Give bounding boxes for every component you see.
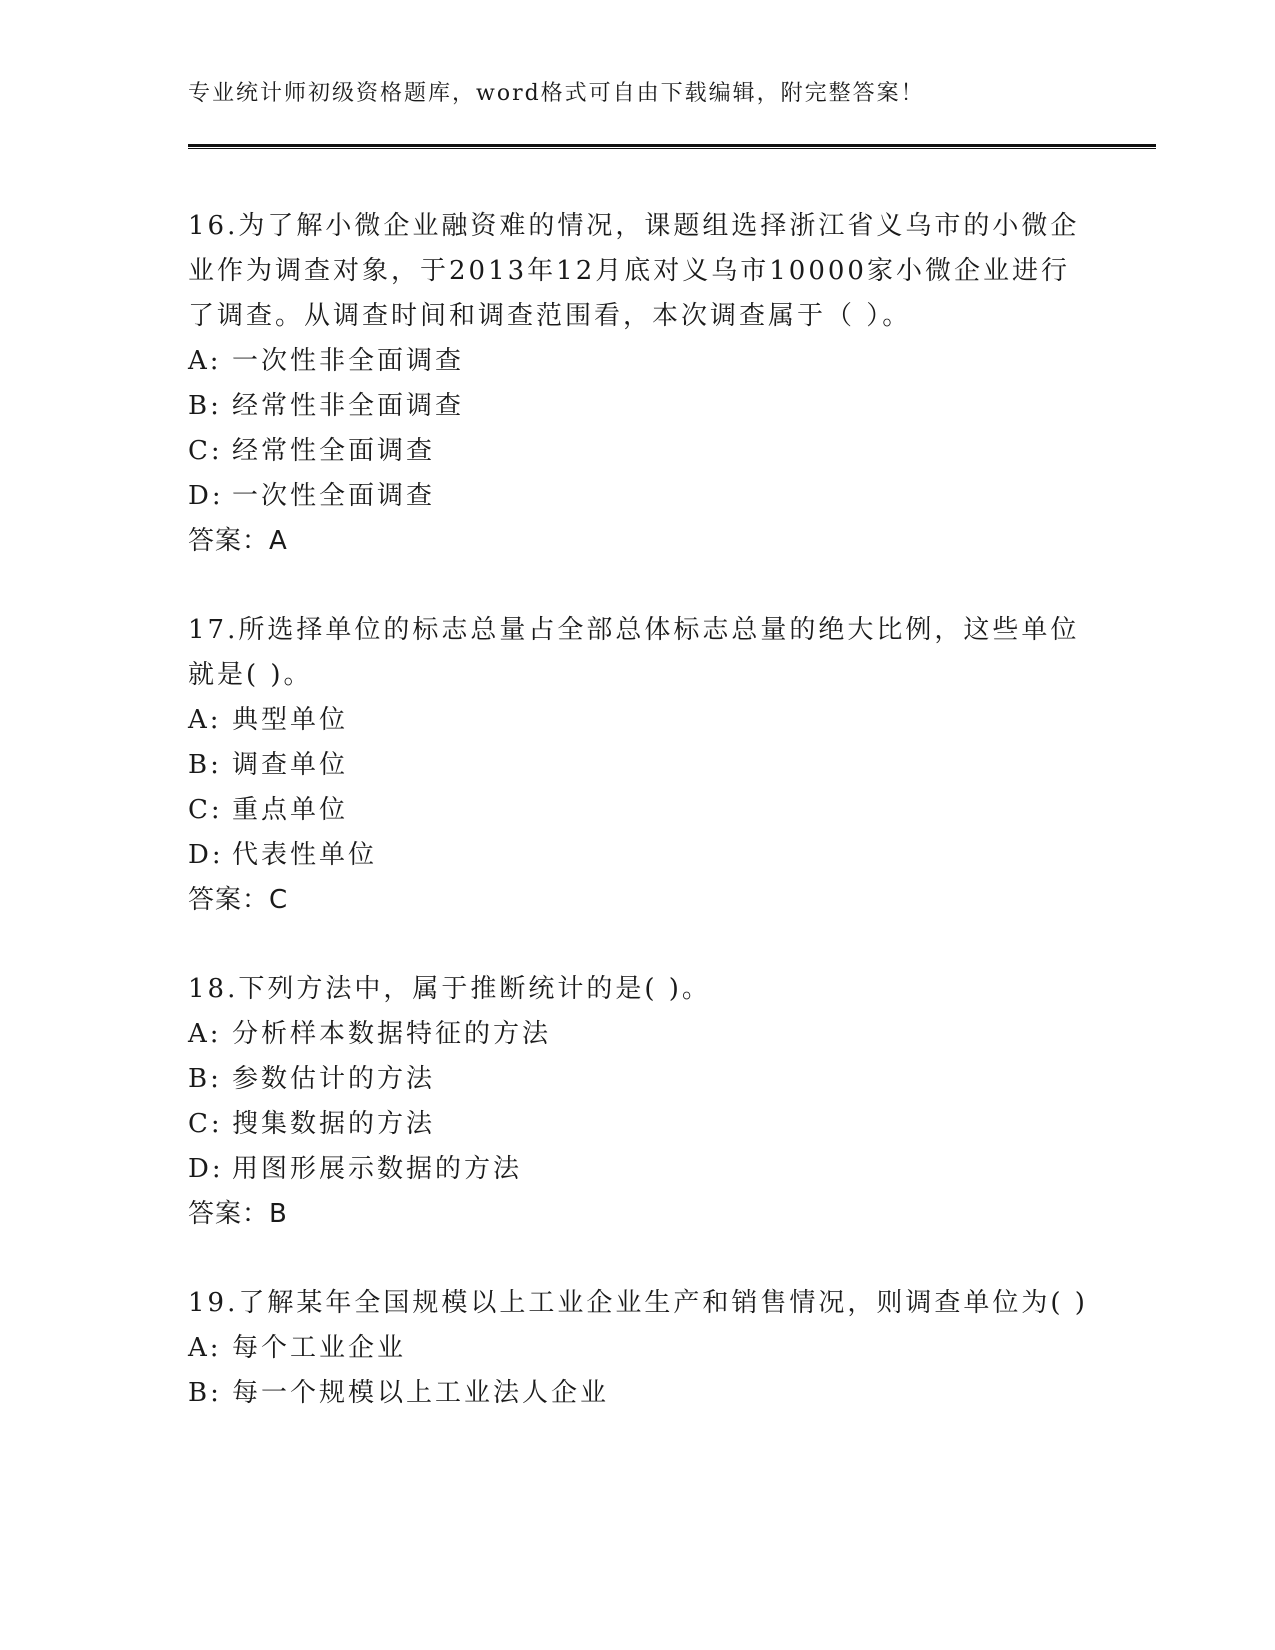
option-b: [188, 743, 1088, 788]
option-letter: B:: [188, 391, 222, 421]
option-letter: D:: [188, 481, 224, 511]
option-text: 一次性全面调查: [232, 481, 436, 511]
option-letter: B:: [188, 1378, 222, 1408]
page-header: 专业统计师初级资格题库，word格式可自由下载编辑，附完整答案！: [188, 81, 925, 106]
answer-line: 答案：C: [188, 885, 289, 915]
option-letter: A:: [188, 705, 222, 735]
option-text: 代表性单位: [232, 840, 378, 870]
question-list: [188, 204, 1088, 1460]
question-18: [188, 967, 1088, 1237]
option-text: 一次性非全面调查: [232, 346, 465, 376]
option-text: 每一个规模以上工业法人企业: [232, 1378, 610, 1408]
option-letter: C:: [188, 436, 223, 466]
question-19: [188, 1281, 1088, 1416]
option-c: [188, 1102, 1088, 1147]
answer-line: 答案：B: [188, 1199, 288, 1229]
option-text: 搜集数据的方法: [232, 1109, 436, 1139]
option-letter: A:: [188, 346, 222, 376]
option-text: 经常性全面调查: [232, 436, 436, 466]
question-stem: 17.所选择单位的标志总量占全部总体标志总量的绝大比例，这些单位就是( )。: [188, 615, 1080, 690]
answer-line: 答案：A: [188, 526, 288, 556]
question-stem: 18.下列方法中，属于推断统计的是( )。: [188, 974, 711, 1004]
option-letter: C:: [188, 795, 223, 825]
question-16: [188, 204, 1088, 564]
option-text: 重点单位: [232, 795, 349, 825]
option-b: [188, 1057, 1088, 1102]
question-stem: 19.了解某年全国规模以上工业企业生产和销售情况，则调查单位为( ): [188, 1288, 1088, 1318]
option-d: [188, 474, 1088, 519]
option-text: 调查单位: [232, 750, 349, 780]
header-divider: [188, 144, 1156, 149]
option-text: 用图形展示数据的方法: [232, 1154, 523, 1184]
option-letter: B:: [188, 1064, 222, 1094]
option-b: [188, 384, 1088, 429]
option-a: [188, 339, 1088, 384]
option-b: [188, 1371, 1088, 1416]
option-letter: C:: [188, 1109, 223, 1139]
question-17: [188, 608, 1088, 923]
option-text: 分析样本数据特征的方法: [232, 1019, 552, 1049]
option-text: 典型单位: [232, 705, 349, 735]
option-letter: D:: [188, 1154, 224, 1184]
option-letter: A:: [188, 1333, 222, 1363]
option-text: 参数估计的方法: [232, 1064, 436, 1094]
option-text: 经常性非全面调查: [232, 391, 465, 421]
option-a: [188, 698, 1088, 743]
option-text: 每个工业企业: [232, 1333, 407, 1363]
option-c: [188, 429, 1088, 474]
option-letter: A:: [188, 1019, 222, 1049]
option-letter: D:: [188, 840, 224, 870]
option-d: [188, 1147, 1088, 1192]
option-d: [188, 833, 1088, 878]
option-a: [188, 1326, 1088, 1371]
option-c: [188, 788, 1088, 833]
option-a: [188, 1012, 1088, 1057]
question-stem: 16.为了解小微企业融资难的情况，课题组选择浙江省义乌市的小微企业作为调查对象，于2013年12月底对义乌市10000家小微企业进行了调查。从调查时间和调查范围看，本次调查属于（ ）。: [188, 211, 1080, 331]
option-letter: B:: [188, 750, 222, 780]
